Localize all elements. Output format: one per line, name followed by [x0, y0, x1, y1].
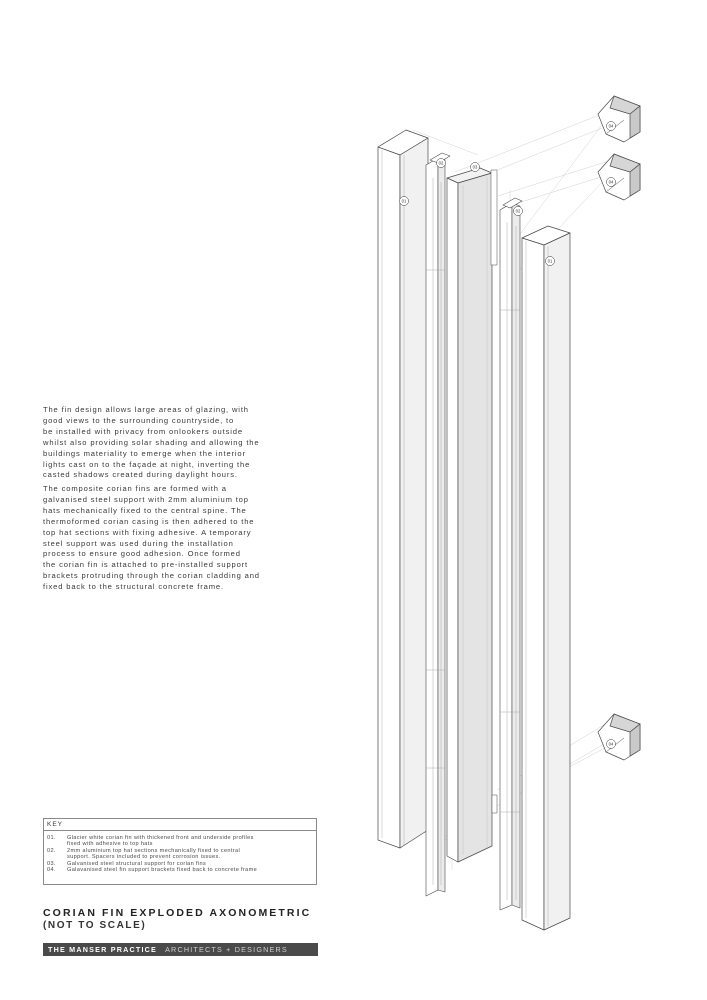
key-item-text-line: Galavanised steel fin support brackets fixed back to concrete frame: [67, 867, 258, 874]
svg-text:04: 04: [608, 741, 614, 747]
key-box: [43, 818, 317, 885]
tag-04-top: [607, 122, 616, 131]
key-item-text: [67, 867, 257, 873]
firm-name: THE MANSER PRACTICE: [48, 945, 158, 954]
svg-text:01: 01: [547, 258, 553, 264]
key-item-text-line: fixed with adhesive to top hats: [67, 841, 153, 848]
key-list: [44, 831, 316, 873]
svg-text:03: 03: [472, 164, 478, 170]
key-item-number: 02.: [47, 847, 56, 854]
svg-text:04: 04: [608, 179, 614, 185]
paragraph-1-line: be installed with privacy from onlookers outside: [43, 426, 243, 436]
paragraph-2-line: the corian fin is attached to pre-installed support: [43, 560, 249, 570]
paragraph-2-line: galvanised steel support with 2mm aluminium top: [43, 494, 249, 504]
paragraph-1-line: lights cast on to the façade at night, inverting the: [43, 459, 251, 469]
firm-descriptor: ARCHITECTS + DESIGNERS: [165, 945, 288, 954]
key-item: [47, 867, 314, 873]
paragraph-2-line: thermoformed corian casing is then adhered to the: [43, 516, 255, 526]
key-item-text: [67, 835, 254, 848]
tag-02-right: [514, 207, 523, 216]
tag-01-left: [400, 197, 409, 206]
key-item-number: 01.: [47, 835, 56, 841]
practice-banner: [43, 943, 318, 956]
key-item-text-line: Glacier white corian fin with thickened front and underside profiles: [67, 835, 254, 841]
description-paragraph-1: [43, 405, 321, 481]
tag-04-bottom: [607, 740, 616, 749]
top-hat-section-left: [426, 153, 450, 896]
paragraph-1-line: good views to the surrounding countryside, to: [43, 415, 235, 425]
key-item-text: [67, 848, 240, 861]
key-item-text-line: Galvanised steel structural support for corian fins: [67, 860, 207, 867]
tag-04-middle: [607, 178, 616, 187]
key-item-number: 04.: [47, 867, 56, 874]
support-bracket-top: [598, 96, 640, 142]
svg-text:02: 02: [438, 160, 444, 166]
paragraph-2-line: process to ensure good adhesion. Once formed: [43, 549, 241, 559]
paragraph-2-line: steel support was used during the installation: [43, 538, 234, 548]
tag-02-left: [437, 159, 446, 168]
paragraph-2-line: fixed back to the structural concrete frame.: [43, 582, 224, 592]
svg-text:01: 01: [401, 198, 407, 204]
corian-fin-left: [378, 130, 428, 848]
key-item-text-line: 2mm aluminium top hat sections mechanically fixed to central: [67, 847, 241, 854]
key-item: [47, 835, 314, 848]
svg-text:02: 02: [515, 208, 521, 214]
key-item-text-line: support. Spacers included to prevent corrosion issues.: [67, 854, 221, 861]
support-bracket-middle: [598, 154, 640, 200]
paragraph-2-line: The composite corian fins are formed with a: [43, 484, 227, 493]
paragraph-1-line: buildings materiality to emerge when the interior: [43, 448, 246, 458]
key-item: [47, 848, 314, 861]
steel-structural-support: [447, 168, 497, 862]
drawing-subtitle: (NOT TO SCALE): [43, 920, 147, 931]
paragraph-2-line: top hat sections with fixing adhesive. A temporary: [43, 527, 252, 537]
corian-fin-right: [522, 226, 570, 930]
tag-03-support: [471, 163, 480, 172]
paragraph-1-line: The fin design allows large areas of glazing, with: [43, 405, 249, 414]
key-title: KEY: [44, 819, 316, 831]
paragraph-2-line: brackets protruding through the corian cladding and: [43, 571, 260, 581]
top-hat-section-right: [500, 198, 522, 910]
paragraph-1-line: whilst also providing solar shading and allowing the: [43, 437, 260, 447]
tag-01-right: [546, 257, 555, 266]
svg-text:04: 04: [608, 123, 614, 129]
paragraph-1-line: casted shadows created during daylight hours.: [43, 470, 238, 480]
description-paragraph-2: [43, 484, 321, 593]
key-item-number: 03.: [47, 860, 56, 867]
support-bracket-bottom: [598, 714, 640, 760]
drawing-title: CORIAN FIN EXPLODED AXONOMETRIC: [43, 907, 312, 919]
paragraph-2-line: hats mechanically fixed to the central spine. The: [43, 505, 247, 515]
